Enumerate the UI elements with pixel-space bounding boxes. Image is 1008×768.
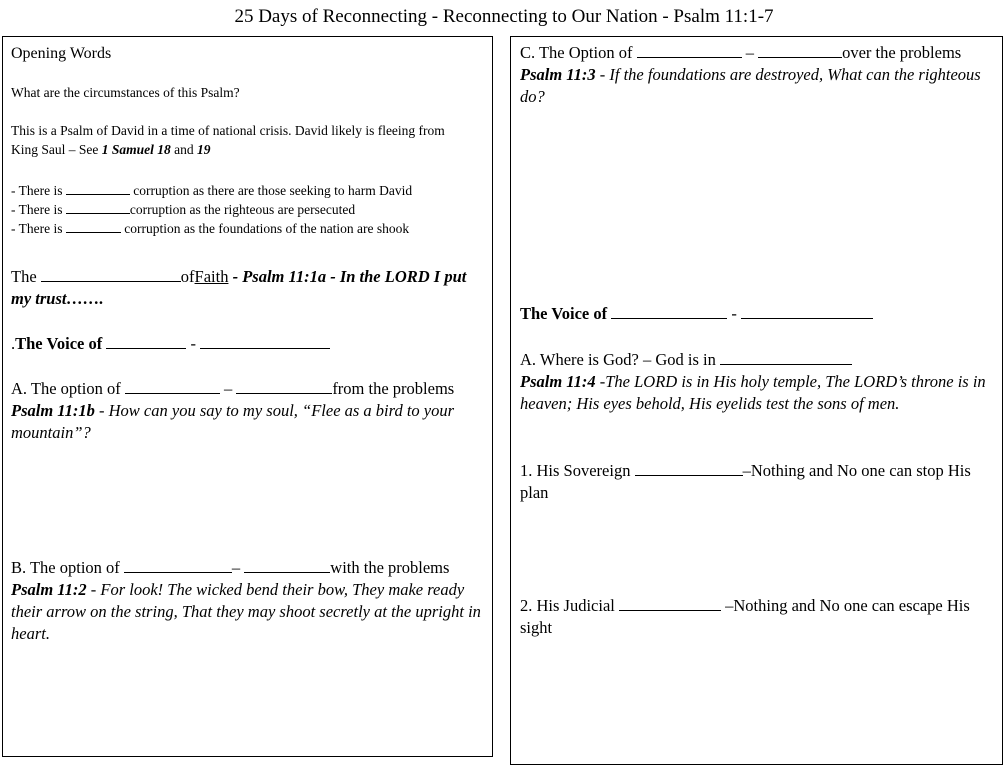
psalm-11-2 — [11, 579, 487, 645]
left-panel — [2, 36, 493, 757]
psalm-11-3 — [520, 64, 990, 108]
corruption-line-prefix: - There is — [11, 183, 66, 198]
judicial-label: 2. His Judicial — [520, 596, 619, 615]
fill-in-blank — [619, 595, 721, 611]
option-b-suffix: with the problems — [330, 558, 450, 577]
fill-in-blank — [106, 333, 186, 349]
fill-in-blank — [200, 333, 330, 349]
option-dash: – — [231, 558, 245, 577]
option-b-label: B. The option of — [11, 558, 124, 577]
corruption-line-prefix: - There is — [11, 202, 66, 217]
right-panel — [510, 36, 1003, 765]
scripture-ref: Psalm 11:1b — [11, 401, 95, 420]
fill-in-blank — [125, 378, 220, 394]
faith-scripture: - Psalm 11:1a - In the LORD I put my trust……. — [11, 267, 467, 308]
corruption-line-3 — [11, 217, 409, 238]
scripture-text: - For look! The wicked bend their bow, They make ready their arrow on the string, That they may shoot secretly at the upright in heart. — [11, 580, 481, 643]
judicial-text: –Nothing and No one can escape His sight — [520, 596, 970, 637]
fill-in-blank — [244, 557, 330, 573]
scripture-ref-1-samuel-18: 1 Samuel 18 — [101, 142, 171, 157]
faith-statement — [11, 266, 487, 310]
fill-in-blank — [758, 42, 842, 58]
fill-in-blank — [741, 303, 873, 319]
fill-in-blank — [66, 198, 130, 214]
fill-in-blank — [635, 460, 743, 476]
scripture-text: - How can you say to my soul, “Flee as a bird to your mountain”? — [11, 401, 455, 442]
option-c-line — [520, 42, 961, 64]
fill-in-blank — [611, 303, 727, 319]
option-a-suffix: from the problems — [332, 379, 455, 398]
corruption-line-1 — [11, 179, 412, 200]
corruption-line-2 — [11, 198, 355, 219]
option-c-label: C. The Option of — [520, 43, 637, 62]
fill-in-blank — [637, 42, 742, 58]
fill-in-blank — [41, 266, 181, 282]
psalm-11-1b — [11, 400, 487, 444]
opening-words-heading: Opening Words — [11, 45, 112, 62]
fill-in-blank — [66, 217, 121, 233]
voice-of-heading — [11, 333, 330, 355]
where-is-god-label: A. Where is God? – God is in — [520, 350, 720, 369]
option-c-suffix: over the problems — [842, 43, 962, 62]
option-b-line — [11, 557, 449, 579]
option-dash: – — [741, 43, 759, 62]
scripture-ref: Psalm 11:2 — [11, 580, 87, 599]
scripture-text: -The LORD is in His holy temple, The LORD’s throne is in heaven; His eyes behold, His eyelids test the sons of men. — [520, 372, 986, 413]
corruption-line-prefix: - There is — [11, 221, 66, 236]
corruption-line-text: corruption as the righteous are persecuted — [129, 202, 356, 217]
scripture-ref: Psalm 11:3 — [520, 65, 596, 84]
voice-label: The Voice of — [15, 334, 107, 353]
corruption-line-text: corruption as there are those seeking to harm David — [129, 183, 413, 198]
voice-dot: . — [11, 334, 16, 353]
fill-in-blank — [66, 179, 130, 195]
faith-the: The — [11, 267, 41, 286]
scripture-ref: Psalm 11:4 — [520, 372, 596, 391]
page-title: 25 Days of Reconnecting - Reconnecting to Our Nation - Psalm 11:1-7 — [234, 6, 774, 27]
scripture-ref-19: 19 — [197, 142, 211, 157]
circumstances-question: What are the circumstances of this Psalm? — [11, 85, 240, 100]
context-and: and — [170, 142, 198, 157]
option-dash: – — [219, 379, 237, 398]
voice-dash: - — [186, 334, 201, 353]
context-text: This is a Psalm of David in a time of national crisis. David likely is fleeing from King Saul – See — [11, 123, 445, 157]
voice-label: The Voice of — [520, 304, 612, 323]
fill-in-blank — [124, 557, 232, 573]
sovereign-label: 1. His Sovereign — [520, 461, 635, 480]
option-a-label: A. The option of — [11, 379, 125, 398]
voice-dash: - — [727, 304, 741, 323]
his-judicial-line — [520, 595, 998, 639]
faith-of: of — [180, 267, 195, 286]
fill-in-blank — [720, 349, 852, 365]
psalm-11-4 — [520, 371, 994, 415]
fill-in-blank — [236, 378, 332, 394]
voice-of-heading-right — [520, 303, 873, 325]
option-a-line — [11, 378, 454, 400]
sovereign-text: –Nothing and No one can stop His plan — [520, 461, 971, 502]
faith-word: Faith — [194, 267, 229, 286]
corruption-line-text: corruption as the foundations of the nation are shook — [120, 221, 410, 236]
his-sovereign-line — [520, 460, 996, 504]
where-is-god-line — [520, 349, 852, 371]
scripture-text: - If the foundations are destroyed, What can the righteous do? — [520, 65, 981, 106]
context-paragraph — [11, 121, 466, 159]
